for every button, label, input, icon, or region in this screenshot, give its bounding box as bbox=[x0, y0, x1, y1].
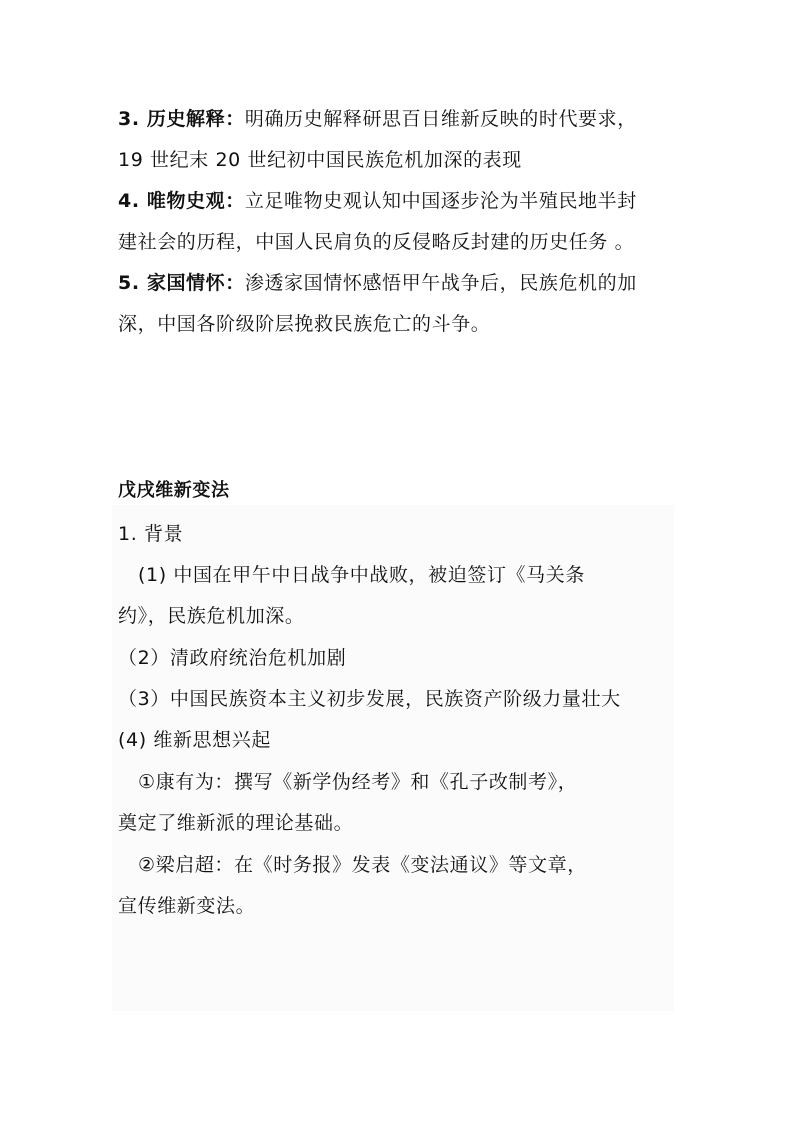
liang-qichao-line-1: ②梁启超：在《时务报》发表《变法通议》等文章， bbox=[138, 854, 587, 876]
objective-5-text: 渗透家国情怀感悟甲午战争后，民族危机的加 bbox=[244, 272, 637, 294]
objective-5-line-1 bbox=[118, 270, 637, 296]
objective-4-line-2: 建社会的历程，中国人民肩负的反侵略反封建的历史任务 。 bbox=[118, 231, 635, 253]
objective-3-line-1 bbox=[118, 106, 637, 132]
liang-qichao-line-2: 宣传维新变法。 bbox=[118, 895, 256, 917]
objective-4-text: 立足唯物史观认知中国逐步沦为半殖民地半封 bbox=[244, 190, 637, 212]
kang-youwei-line-2: 奠定了维新派的理论基础。 bbox=[118, 812, 354, 834]
background-item-4: (4) 维新思想兴起 bbox=[118, 729, 271, 751]
background-item-2: （2）清政府统治危机加剧 bbox=[118, 647, 347, 669]
objective-3-label: 3. 历史解释： bbox=[118, 108, 245, 130]
kang-youwei-line-1: ①康有为：撰写《新学伪经考》和《孔子改制考》， bbox=[138, 771, 578, 793]
objective-3-text: 明确历史解释研思百日维新反映的时代要求， bbox=[244, 108, 637, 130]
objective-5-line-2: 深，中国各阶级阶层挽救民族危亡的斗争。 bbox=[118, 313, 491, 335]
background-item-1-line-2: 约》，民族危机加深。 bbox=[118, 605, 305, 627]
background-item-3: （3）中国民族资本主义初步发展，民族资产阶级力量壮大 bbox=[118, 688, 621, 710]
objective-5-label: 5. 家国情怀： bbox=[118, 272, 245, 294]
section-subtitle: 1. 背景 bbox=[118, 523, 184, 545]
objective-4-line-1 bbox=[118, 188, 637, 214]
objective-4-label: 4. 唯物史观： bbox=[118, 190, 245, 212]
section-title: 戊戌维新变法 bbox=[118, 480, 230, 501]
background-item-1-line-1: (1) 中国在甲午中日战争中战败，被迫签订《马关条 bbox=[138, 564, 585, 586]
objective-3-line-2: 19 世纪末 20 世纪初中国民族危机加深的表现 bbox=[118, 149, 522, 171]
